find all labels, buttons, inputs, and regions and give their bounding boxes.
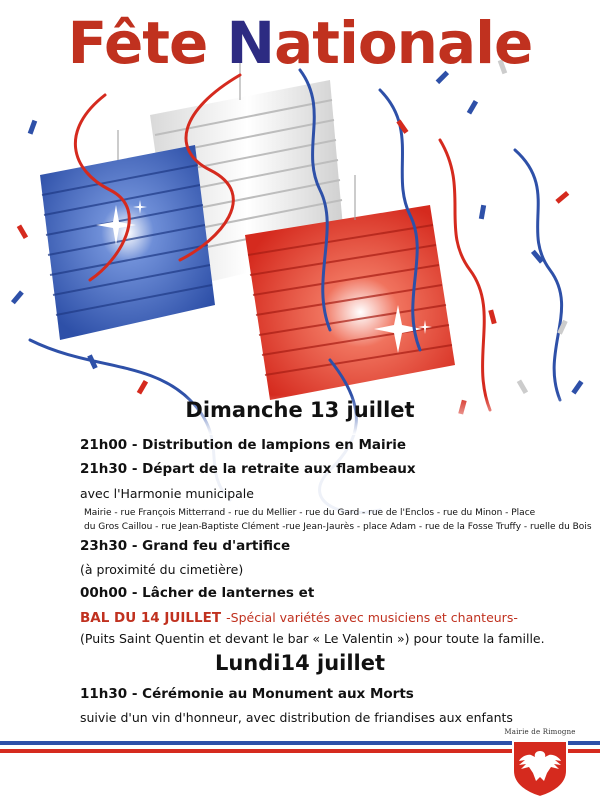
event-2130-route-2: du Gros Caillou - rue Jean-Baptiste Clément -rue Jean-Jaurès - place Adam - rue de la Fosse Truffy - ruelle du Bois — [84, 522, 592, 532]
bal-subtitle: -Spécial variétés avec musiciens et chanteurs- — [226, 610, 518, 625]
event-2330: 23h30 - Grand feu d'artifice — [80, 538, 291, 554]
event-2130-route-1: Mairie - rue François Mitterrand - rue du Mellier - rue du Gard - rue de l'Enclos - rue du Minon - Place — [84, 508, 536, 518]
event-1130: 11h30 - Cérémonie au Monument aux Morts — [80, 686, 414, 702]
event-1130-detail: suivie d'un vin d'honneur, avec distribution de friandises aux enfants — [80, 710, 513, 725]
event-2130: 21h30 - Départ de la retraite aux flambeaux — [80, 461, 416, 477]
poster-title — [0, 8, 600, 78]
event-2130-detail: avec l'Harmonie municipale — [80, 486, 254, 501]
sunday-heading: Dimanche 13 juillet — [185, 398, 415, 422]
monday-heading: Lundi14 juillet — [214, 651, 386, 675]
title-letter-n: N — [226, 9, 275, 77]
eagle-coat-of-arms-icon — [509, 737, 571, 799]
bal-title: BAL DU 14 JUILLET — [80, 610, 222, 626]
event-0000: 00h00 - Lâcher de lanternes et — [80, 585, 315, 601]
badge-label: Mairie de Rimogne — [504, 728, 576, 736]
title-letter-f: F — [67, 9, 104, 77]
title-part-ationale: ationale — [274, 9, 533, 77]
town-badge — [504, 727, 576, 800]
bal-line — [80, 607, 518, 626]
bal-location: (Puits Saint Quentin et devant le bar « Le Valentin ») pour toute la famille. — [80, 631, 545, 646]
event-2100: 21h00 - Distribution de lampions en Mairie — [80, 437, 407, 453]
event-2330-detail: (à proximité du cimetière) — [80, 562, 244, 577]
title-part-ete: ête — [103, 9, 227, 77]
